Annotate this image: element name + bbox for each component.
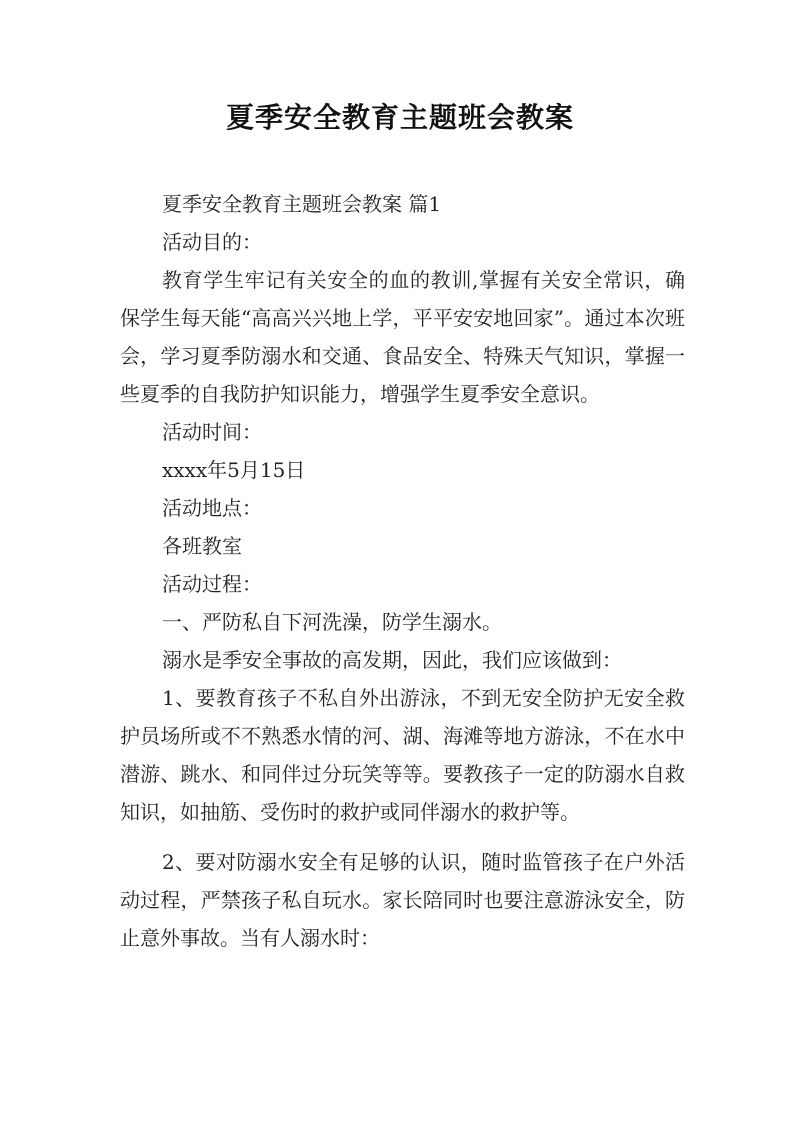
paragraph: 2、要对防溺水安全有足够的认识，随时监管孩子在户外活动过程，严禁孩子私自玩水。家长陪同时也要注意游泳安全，防止意外事故。当有人溺水时：: [120, 850, 685, 950]
paragraph: 各班教室: [162, 534, 242, 558]
document-body: [120, 185, 685, 957]
paragraph: 活动时间：: [162, 420, 262, 444]
section-heading: 夏季安全教育主题班会教案 篇1: [162, 192, 442, 216]
paragraph: 活动地点：: [162, 496, 262, 520]
paragraph: 活动过程：: [162, 572, 262, 596]
paragraph: 活动目的：: [162, 230, 262, 254]
paragraph: xxxx年5月15日: [162, 458, 306, 482]
paragraph: 溺水是季安全事故的高发期，因此，我们应该做到：: [162, 648, 622, 672]
paragraph: 一、严防私自下河洗澡，防学生溺水。: [162, 610, 502, 634]
paragraph: 1、要教育孩子不私自外出游泳，不到无安全防护无安全救护员场所或不不熟悉水情的河、湖、海滩等地方游泳，不在水中潜游、跳水、和同伴过分玩笑等等。要教孩子一定的防溺水自救知识，如抽筋、受伤时的救护或同伴溺水的救护等。: [120, 686, 685, 824]
paragraph: 教育学生牢记有关安全的血的教训,掌握有关安全常识，确保学生每天能“高高兴兴地上学，平平安安地回家”。通过本次班会，学习夏季防溺水和交通、食品安全、特殊天气知识，掌握一些夏季的自我防护知识能力，增强学生夏季安全意识。: [120, 268, 685, 406]
document-title: 夏季安全教育主题班会教案: [225, 101, 574, 134]
